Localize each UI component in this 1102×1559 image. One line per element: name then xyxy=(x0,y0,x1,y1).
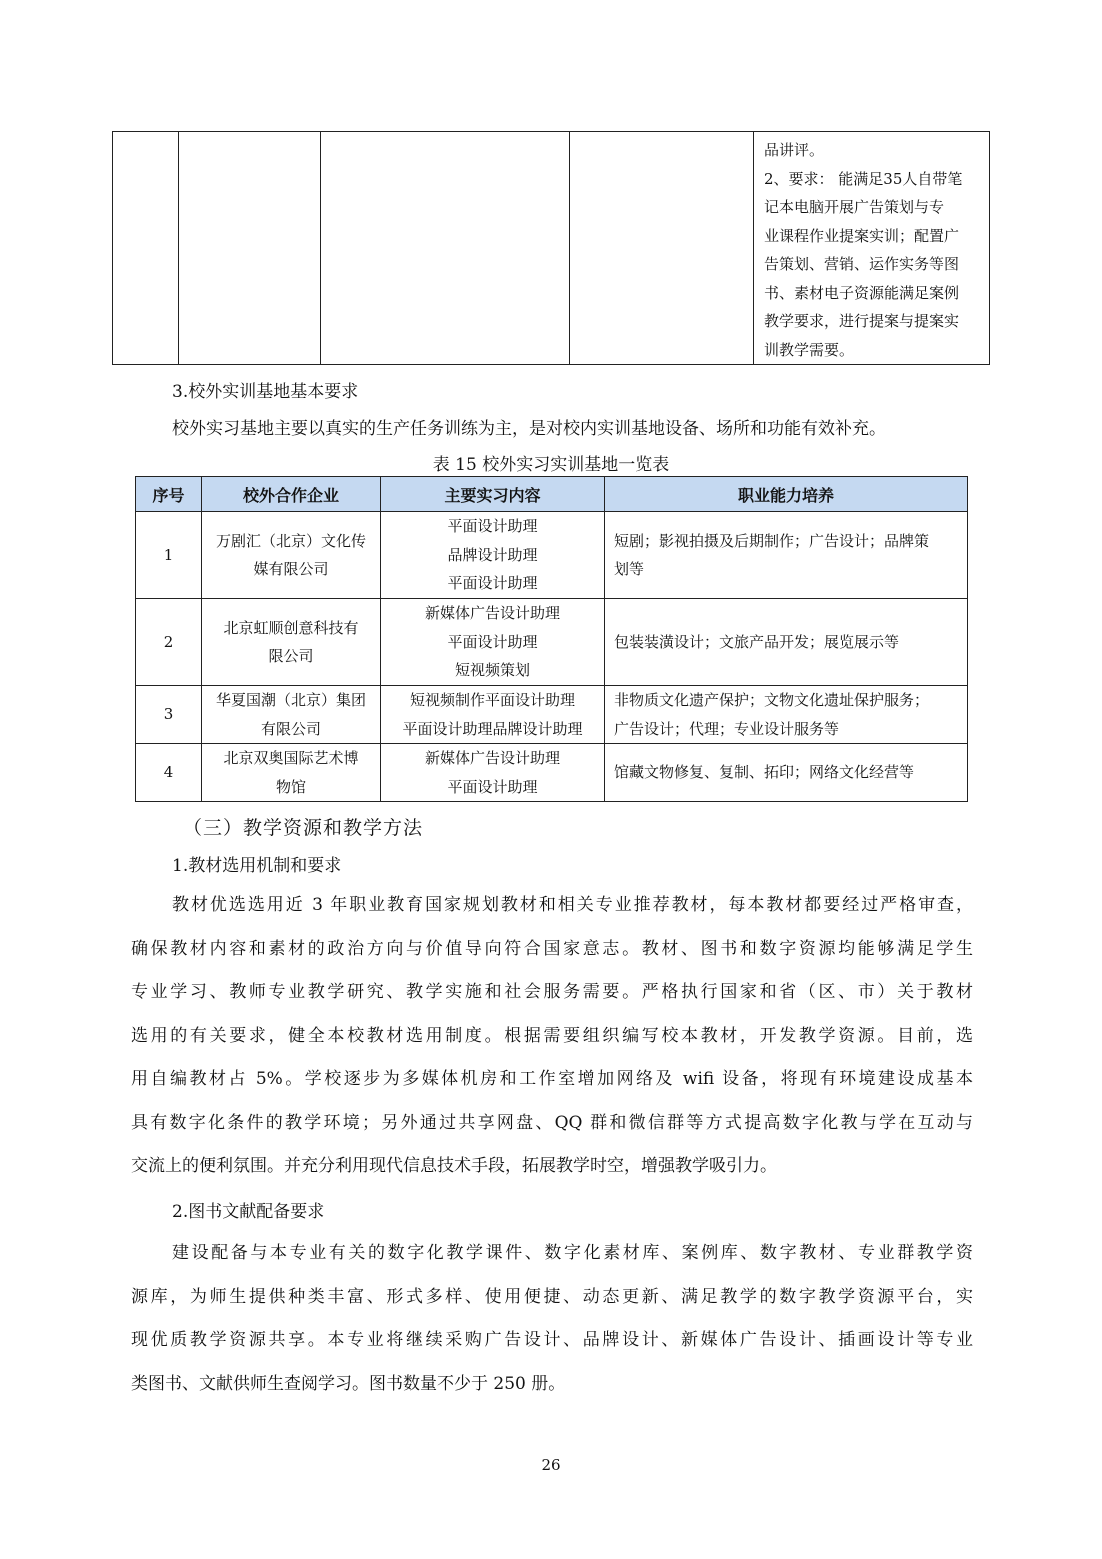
cell-line: 教学要求，进行提案与提案实 xyxy=(764,312,960,330)
cell-ability xyxy=(605,686,968,744)
cell-line: 有限公司 xyxy=(260,719,321,738)
cell-content xyxy=(381,744,605,802)
cell-line: 训教学需要。 xyxy=(764,340,855,359)
subsection-heading-textbooks: 1.教材选用机制和要求 xyxy=(172,856,342,876)
cell-line: 书、素材电子资源能满足案例 xyxy=(764,283,960,302)
paragraph-line: 选用的有关要求，健全本校教材选用制度。根据需要组织编写校本教材，开发教学资源。目前，选 xyxy=(131,1025,973,1046)
paragraph-line: 用自编教材占 5%。学校逐步为多媒体机房和工作室增加网络及 wifi 设备，将现有环境建设成基本 xyxy=(131,1069,973,1089)
paragraph-library xyxy=(131,1232,973,1406)
paragraph-line: 具有数字化条件的教学环境；另外通过共享网盘、QQ 群和微信群等方式提高数字化教与学在互动与 xyxy=(131,1112,973,1133)
continued-cell-empty xyxy=(179,132,321,365)
cell-line: 平面设计助理 xyxy=(447,574,538,593)
cell-no: 3 xyxy=(136,686,202,744)
continued-table xyxy=(112,131,990,365)
cell-no: 4 xyxy=(136,744,202,802)
cell-line: 品讲评。 xyxy=(764,141,825,159)
cell-line: 北京双奥国际艺术博 xyxy=(223,749,359,767)
continued-cell-empty xyxy=(113,132,179,365)
cell-line: 记本电脑开展广告策划与专 xyxy=(764,198,945,216)
cell-line: 广告设计；代理；专业设计服务等 xyxy=(614,719,840,738)
paragraph-line: 建设配备与本专业有关的数字化教学课件、数字化素材库、案例库、数字教材、专业群教学资 xyxy=(172,1243,973,1263)
cell-company xyxy=(202,744,381,802)
paragraph-textbooks xyxy=(131,884,973,1189)
header-ability: 职业能力培养 xyxy=(605,477,968,512)
cell-line: 短视频策划 xyxy=(454,661,530,680)
cell-company xyxy=(202,599,381,686)
section-heading-offcampus: 3.校外实训基地基本要求 xyxy=(172,382,359,402)
continued-cell-empty xyxy=(570,132,754,365)
cell-ability xyxy=(605,599,968,686)
cell-line: 业课程作业提案实训；配置广 xyxy=(764,226,960,245)
cell-line: 限公司 xyxy=(268,647,314,665)
cell-line: 新媒体广告设计助理 xyxy=(424,749,560,767)
paragraph-line: 源库，为师生提供种类丰富、形式多样、使用便捷、动态更新、满足教学的数字教学资源平台，实 xyxy=(131,1286,973,1307)
paragraph-line: 交流上的便利氛围。并充分利用现代信息技术手段，拓展教学时空，增强教学吸引力。 xyxy=(131,1156,777,1176)
cell-line: 品牌设计助理 xyxy=(447,545,538,564)
table-row xyxy=(136,599,968,686)
cell-line: 2、要求： 能满足35人自带笔 xyxy=(764,169,963,188)
continued-cell-empty xyxy=(321,132,570,365)
cell-content xyxy=(381,686,605,744)
subsection-heading-library: 2.图书文献配备要求 xyxy=(172,1202,325,1222)
table-header-row xyxy=(136,477,968,512)
page-number: 26 xyxy=(541,1456,561,1474)
offcampus-base-table xyxy=(135,476,968,802)
cell-company xyxy=(202,512,381,599)
cell-line: 馆藏文物修复、复制、拓印；网络文化经营等 xyxy=(614,763,915,782)
cell-line: 非物质文化遗产保护；文物文化遗址保护服务； xyxy=(614,691,930,709)
section-intro-paragraph: 校外实习基地主要以真实的生产任务训练为主，是对校内实训基地设备、场所和功能有效补充。 xyxy=(172,419,886,439)
section-title-resources: （三）教学资源和教学方法 xyxy=(183,817,424,839)
paragraph-line: 专业学习、教师专业教学研究、教学实施和社会服务需要。严格执行国家和省（区、市）关于教材 xyxy=(131,982,973,1002)
cell-line: 北京虹顺创意科技有 xyxy=(223,618,359,637)
cell-ability xyxy=(605,744,968,802)
cell-company xyxy=(202,686,381,744)
cell-line: 万剧汇（北京）文化传 xyxy=(215,531,366,550)
table-caption: 表 15 校外实习实训基地一览表 xyxy=(432,455,670,475)
paragraph-line: 教材优选选用近 3 年职业教育国家规划教材和相关专业推荐教材，每本教材都要经过严格审查， xyxy=(172,895,973,915)
cell-line: 短视频制作平面设计助理 xyxy=(409,691,575,709)
cell-line: 平面设计助理 xyxy=(447,517,538,536)
cell-line: 新媒体广告设计助理 xyxy=(424,604,560,623)
cell-line: 短剧；影视拍摄及后期制作；广告设计；品牌策 xyxy=(614,531,930,550)
table-row xyxy=(136,512,968,599)
paragraph-line: 现优质教学资源共享。本专业将继续采购广告设计、品牌设计、新媒体广告设计、插画设计等专业 xyxy=(131,1330,973,1350)
paragraph-line: 类图书、文献供师生查阅学习。图书数量不少于 250 册。 xyxy=(131,1373,566,1394)
cell-line: 平面设计助理 xyxy=(447,632,538,651)
cell-line: 告策划、营销、运作实务等图 xyxy=(764,255,960,273)
cell-no: 1 xyxy=(136,512,202,599)
cell-content xyxy=(381,512,605,599)
header-content: 主要实习内容 xyxy=(381,477,605,512)
cell-content xyxy=(381,599,605,686)
header-company: 校外合作企业 xyxy=(202,477,381,512)
cell-no: 2 xyxy=(136,599,202,686)
continued-cell-requirements xyxy=(754,132,990,365)
cell-line: 物馆 xyxy=(275,777,306,796)
cell-line: 包装装潢设计；文旅产品开发；展览展示等 xyxy=(614,632,900,651)
table-row xyxy=(136,744,968,802)
cell-line: 华夏国潮（北京）集团 xyxy=(215,691,366,709)
cell-line: 平面设计助理 xyxy=(447,777,538,796)
paragraph-line: 确保教材内容和素材的政治方向与价值导向符合国家意志。教材、图书和数字资源均能够满足学生 xyxy=(131,938,973,959)
header-no: 序号 xyxy=(136,477,202,512)
table-row xyxy=(136,686,968,744)
cell-line: 媒有限公司 xyxy=(253,560,329,578)
cell-ability xyxy=(605,512,968,599)
cell-line: 划等 xyxy=(614,560,645,578)
cell-line: 平面设计助理品牌设计助理 xyxy=(402,719,583,738)
